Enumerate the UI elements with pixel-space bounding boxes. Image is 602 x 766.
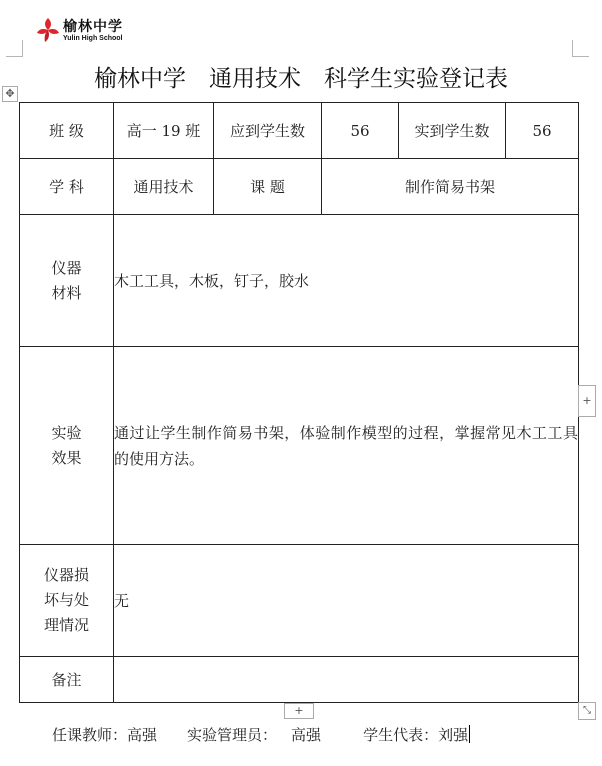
materials-label-line: 材料	[51, 283, 82, 302]
school-logo	[36, 14, 136, 48]
expected-students-value-cell[interactable]: 56	[322, 103, 399, 159]
damage-label	[20, 545, 114, 657]
crop-mark-top-left	[6, 40, 23, 57]
materials-label	[20, 215, 114, 347]
table-row	[20, 215, 579, 347]
page-title: 榆林中学 通用技术 科学生实验登记表	[94, 66, 508, 92]
effect-label	[20, 347, 114, 545]
effect-label-line: 实验	[51, 423, 82, 442]
damage-label-line: 仪器损	[43, 566, 89, 584]
manager-value[interactable]: 高强	[291, 726, 322, 744]
logo-english-name: Yulin High School	[63, 35, 123, 42]
damage-label-line: 理情况	[43, 616, 89, 634]
effect-label-line: 效果	[51, 448, 82, 467]
teacher-value[interactable]: 高强	[127, 726, 158, 744]
school-emblem-icon	[36, 16, 60, 44]
table-row	[20, 545, 579, 657]
materials-value-cell[interactable]: 木工工具，木板，钉子，胶水	[114, 215, 579, 347]
student-label: 学生代表：	[363, 726, 439, 744]
experiment-record-table	[19, 102, 579, 703]
class-label: 班 级	[20, 103, 114, 159]
subject-value-cell[interactable]: 通用技术	[114, 159, 214, 215]
damage-value-cell[interactable]: 无	[114, 545, 579, 657]
teacher-label: 任课教师：	[52, 726, 128, 744]
table-row	[20, 347, 579, 545]
notes-value-cell[interactable]	[114, 657, 579, 703]
add-row-icon[interactable]: +	[284, 703, 314, 719]
actual-students-label: 实到学生数	[399, 103, 506, 159]
topic-value-cell[interactable]: 制作简易书架	[322, 159, 579, 215]
text-caret	[469, 725, 470, 743]
manager-label: 实验管理员：	[187, 726, 278, 744]
student-value[interactable]: 刘强	[438, 726, 469, 744]
materials-label-line: 仪器	[51, 258, 82, 277]
damage-label-line: 坏与处	[43, 591, 89, 609]
signature-footer	[52, 724, 470, 745]
notes-label: 备注	[20, 657, 114, 703]
effect-value-cell[interactable]: 通过让学生制作简易书架，体验制作模型的过程，掌握常见木工工具的使用方法。	[114, 347, 579, 545]
add-column-icon[interactable]: +	[578, 385, 596, 417]
logo-chinese-name: 榆林中学	[63, 19, 123, 35]
expected-students-label: 应到学生数	[214, 103, 322, 159]
actual-students-value-cell[interactable]: 56	[506, 103, 579, 159]
table-row	[20, 159, 579, 215]
table-move-icon[interactable]: ✥	[2, 86, 18, 102]
table-resize-icon[interactable]: ⤡	[578, 702, 596, 720]
table-row	[20, 657, 579, 703]
crop-mark-top-right	[572, 40, 589, 57]
topic-label: 课 题	[214, 159, 322, 215]
table-row	[20, 103, 579, 159]
class-value-cell[interactable]: 高一 19 班	[114, 103, 214, 159]
subject-label: 学 科	[20, 159, 114, 215]
